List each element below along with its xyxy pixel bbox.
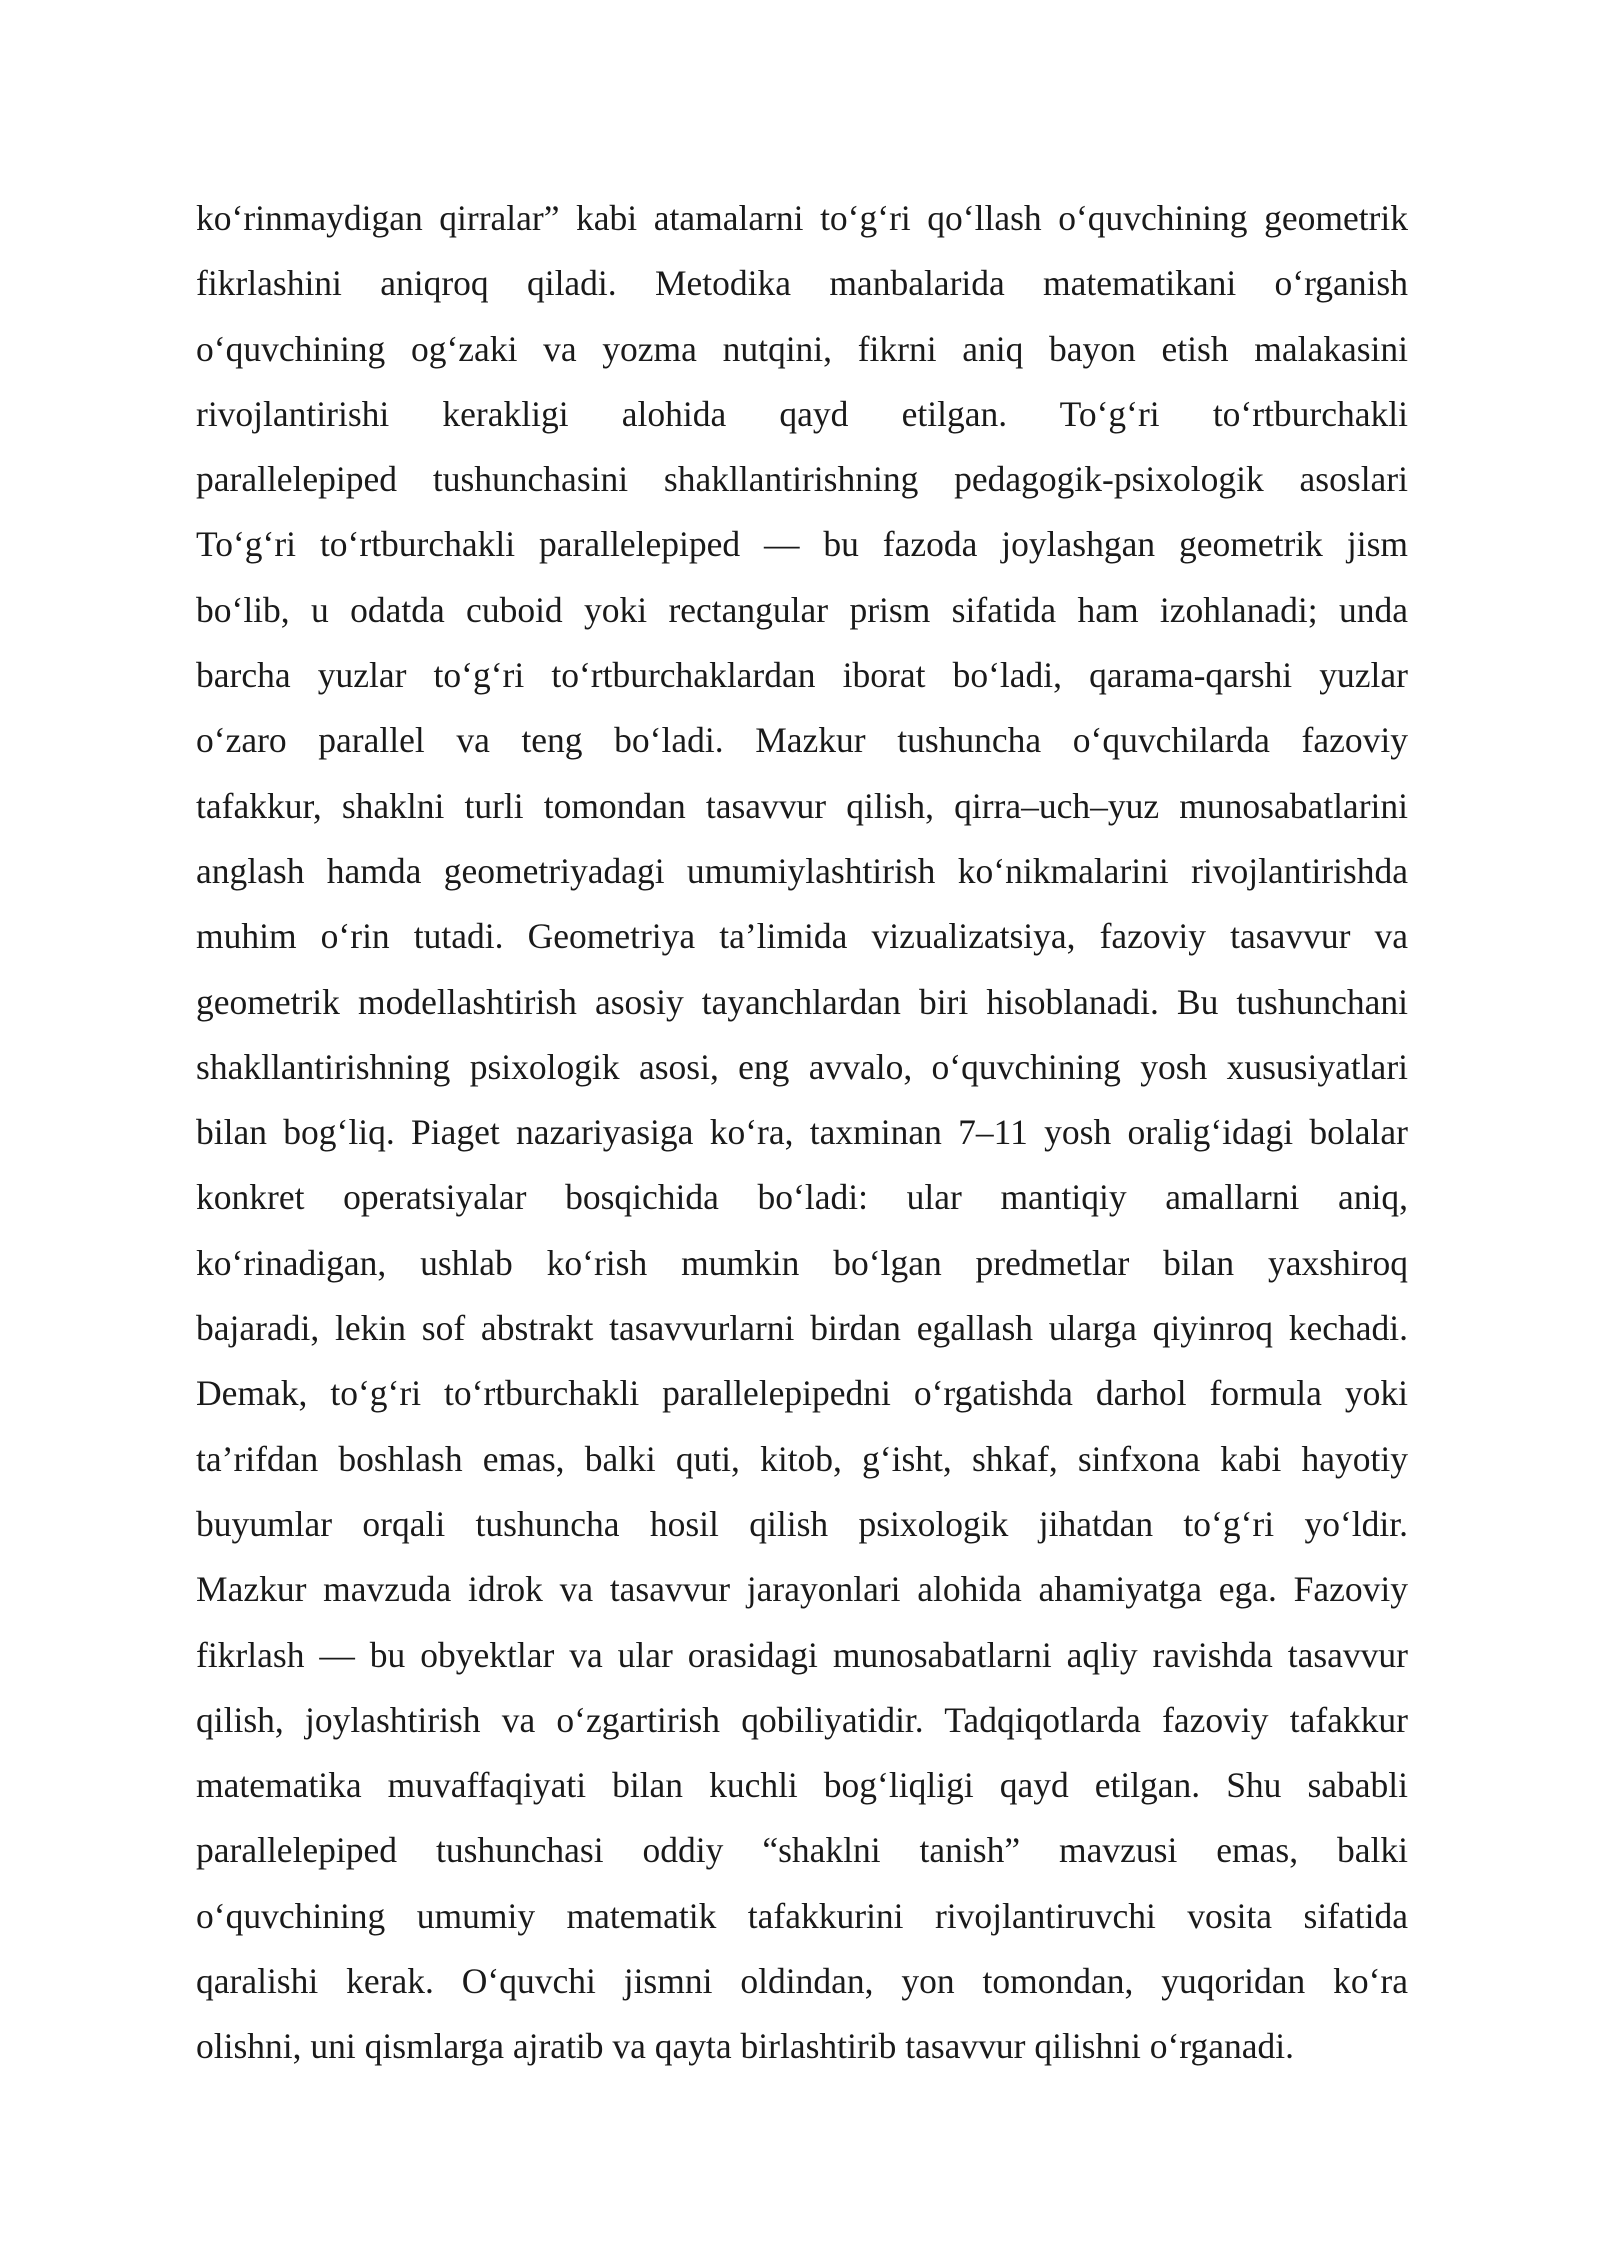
text-line: qaralishi kerak. O‘quvchi jismni oldindan, yon tomondan, yuqoridan ko‘ra [196,1961,1408,2002]
text-line: ko‘rinadigan, ushlab ko‘rish mumkin bo‘lgan predmetlar bilan yaxshiroq [196,1242,1408,1283]
text-line: rivojlantirishi kerakligi alohida qayd etilgan. To‘g‘ri to‘rtburchakli [196,393,1408,434]
text-line: bo‘lib, u odatda cuboid yoki rectangular prism sifatida ham izohlanadi; unda [196,589,1408,630]
text-line: olishni, uni qismlarga ajratib va qayta birlashtirib tasavvur qilishni o‘rganadi. [196,2026,1294,2067]
text-line: To‘g‘ri to‘rtburchakli parallelepiped — bu fazoda joylashgan geometrik jism [196,524,1408,565]
text-line: o‘quvchining umumiy matematik tafakkurini rivojlantiruvchi vosita sifatida [196,1895,1408,1936]
text-line: ta’rifdan boshlash emas, balki quti, kitob, g‘isht, shkaf, sinfxona kabi hayotiy [196,1438,1408,1479]
text-line: ko‘rinmaydigan qirralar” kabi atamalarni to‘g‘ri qo‘llash o‘quvchining geometrik [196,198,1408,238]
text-line: konkret operatsiyalar bosqichida bo‘ladi: ular mantiqiy amallarni aniq, [196,1177,1408,1218]
text-line: geometrik modellashtirish asosiy tayanchlardan biri hisoblanadi. Bu tushunchani [196,981,1408,1022]
text-line: muhim o‘rin tutadi. Geometriya ta’limida vizualizatsiya, fazoviy tasavvur va [196,916,1408,957]
text-line: Demak, to‘g‘ri to‘rtburchakli parallelepipedni o‘rgatishda darhol formula yoki [196,1373,1408,1414]
text-line: fikrlash — bu obyektlar va ular orasidagi munosabatlarni aqliy ravishda tasavvur [196,1634,1408,1675]
text-line: fikrlashini aniqroq qiladi. Metodika manbalarida matematikani o‘rganish [196,263,1408,304]
text-line: qilish, joylashtirish va o‘zgartirish qobiliyatidir. Tadqiqotlarda fazoviy tafakkur [196,1699,1408,1740]
text-line: buyumlar orqali tushuncha hosil qilish psixologik jihatdan to‘g‘ri yo‘ldir. [196,1503,1408,1544]
text-line: parallelepiped tushunchasi oddiy “shaklni tanish” mavzusi emas, balki [196,1830,1408,1871]
text-line: shakllantirishning psixologik asosi, eng avvalo, o‘quvchining yosh xususiyatlari [196,1046,1408,1087]
text-line: anglash hamda geometriyadagi umumiylashtirish ko‘nikmalarini rivojlantirishda [196,850,1408,891]
text-line: tafakkur, shaklni turli tomondan tasavvur qilish, qirra–uch–yuz munosabatlarini [196,785,1408,826]
text-line: bilan bog‘liq. Piaget nazariyasiga ko‘ra, taxminan 7–11 yosh oralig‘idagi bolalar [196,1112,1408,1153]
text-line: barcha yuzlar to‘g‘ri to‘rtburchaklardan iborat bo‘ladi, qarama-qarshi yuzlar [196,655,1408,696]
text-line: o‘quvchining og‘zaki va yozma nutqini, fikrni aniq bayon etish malakasini [196,328,1408,369]
text-line: Mazkur mavzuda idrok va tasavvur jarayonlari alohida ahamiyatga ega. Fazoviy [196,1569,1408,1610]
body-paragraph [196,186,1408,2080]
text-line: matematika muvaffaqiyati bilan kuchli bog‘liqligi qayd etilgan. Shu sababli [196,1765,1408,1806]
text-line: parallelepiped tushunchasini shakllantirishning pedagogik-psixologik asoslari [196,459,1408,500]
text-line: o‘zaro parallel va teng bo‘ladi. Mazkur tushuncha o‘quvchilarda fazoviy [196,720,1408,761]
text-line: bajaradi, lekin sof abstrakt tasavvurlarni birdan egallash ularga qiyinroq kechadi. [196,1308,1408,1349]
